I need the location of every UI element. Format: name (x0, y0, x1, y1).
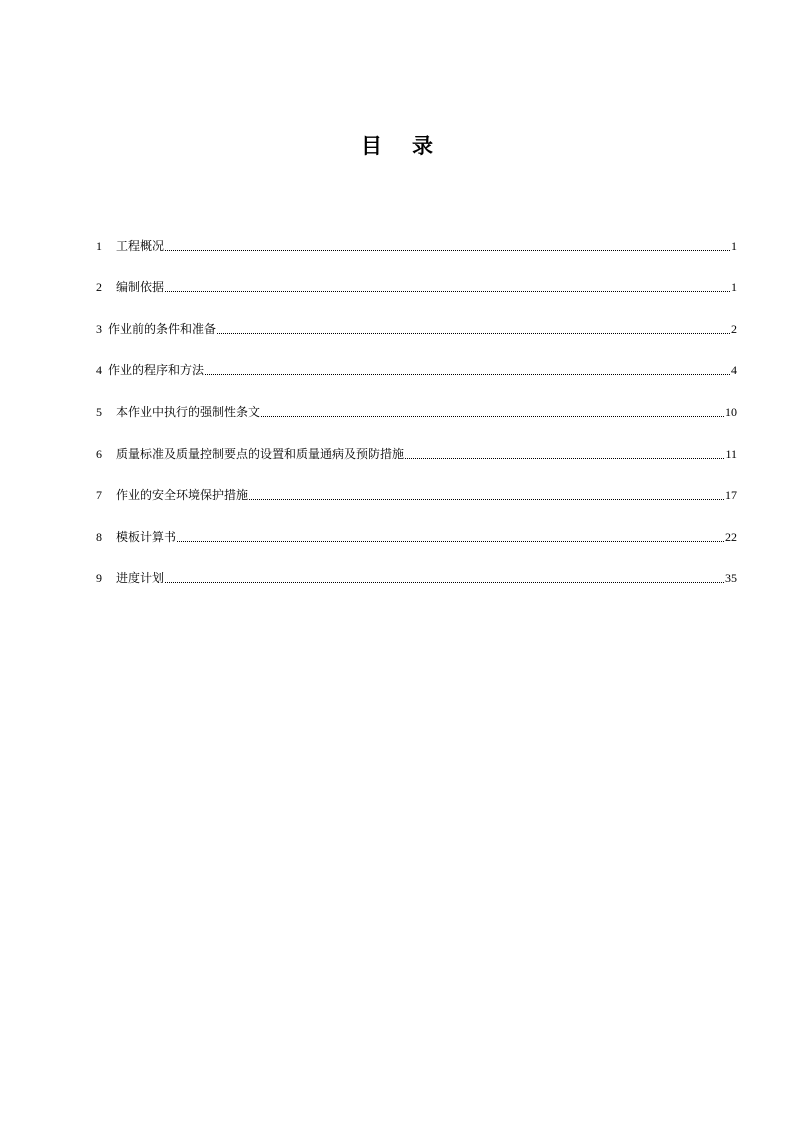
toc-entry-number: 6 (96, 446, 102, 461)
toc-entry-page: 1 (731, 280, 737, 295)
toc-entry-page: 22 (725, 529, 737, 544)
toc-entry-number: 2 (96, 280, 102, 295)
toc-leader-dots (165, 249, 730, 251)
toc-entry[interactable] (96, 509, 737, 551)
toc-entry-page: 4 (731, 363, 737, 378)
toc-entry-page: 35 (725, 571, 737, 586)
toc-entry-page: 17 (725, 488, 737, 503)
title-char-2: 录 (412, 134, 433, 158)
page-title (0, 132, 794, 160)
table-of-contents (96, 218, 737, 592)
toc-entry-number: 5 (96, 404, 102, 419)
toc-entry-label: 进度计划 (116, 571, 165, 586)
toc-leader-dots (261, 415, 724, 417)
toc-entry-label: 编制依据 (116, 280, 165, 295)
toc-entry[interactable] (96, 260, 737, 302)
toc-entry-label: 质量标准及质量控制要点的设置和质量通病及预防措施 (116, 446, 405, 461)
toc-leader-dots (165, 290, 730, 292)
toc-entry[interactable] (96, 301, 737, 343)
toc-entry-label: 本作业中执行的强制性条文 (116, 404, 261, 419)
toc-entry-label: 作业前的条件和准备 (108, 321, 217, 336)
toc-leader-dots (165, 581, 724, 583)
toc-entry-label: 作业的程序和方法 (108, 363, 205, 378)
toc-leader-dots (177, 540, 724, 542)
toc-entry-number: 1 (96, 238, 102, 253)
toc-entry[interactable] (96, 384, 737, 426)
toc-entry-number: 9 (96, 571, 102, 586)
toc-leader-dots (217, 332, 730, 334)
toc-entry-number: 4 (96, 363, 102, 378)
toc-entry[interactable] (96, 551, 737, 593)
toc-entry-page: 2 (731, 321, 737, 336)
toc-entry-number: 8 (96, 529, 102, 544)
toc-entry-page: 11 (725, 446, 737, 461)
toc-entry-page: 1 (731, 238, 737, 253)
toc-entry-label: 作业的安全环境保护措施 (116, 488, 249, 503)
toc-leader-dots (205, 373, 730, 375)
toc-leader-dots (405, 457, 724, 459)
toc-entry-label: 工程概况 (116, 238, 165, 253)
toc-entry-page: 10 (725, 404, 737, 419)
title-char-1: 目 (361, 134, 382, 158)
toc-entry[interactable] (96, 468, 737, 510)
toc-entry-label: 模板计算书 (116, 529, 177, 544)
toc-entry-number: 7 (96, 488, 102, 503)
toc-entry[interactable] (96, 426, 737, 468)
toc-entry[interactable] (96, 343, 737, 385)
toc-leader-dots (249, 498, 724, 500)
toc-entry-number: 3 (96, 321, 102, 336)
toc-entry[interactable] (96, 218, 737, 260)
